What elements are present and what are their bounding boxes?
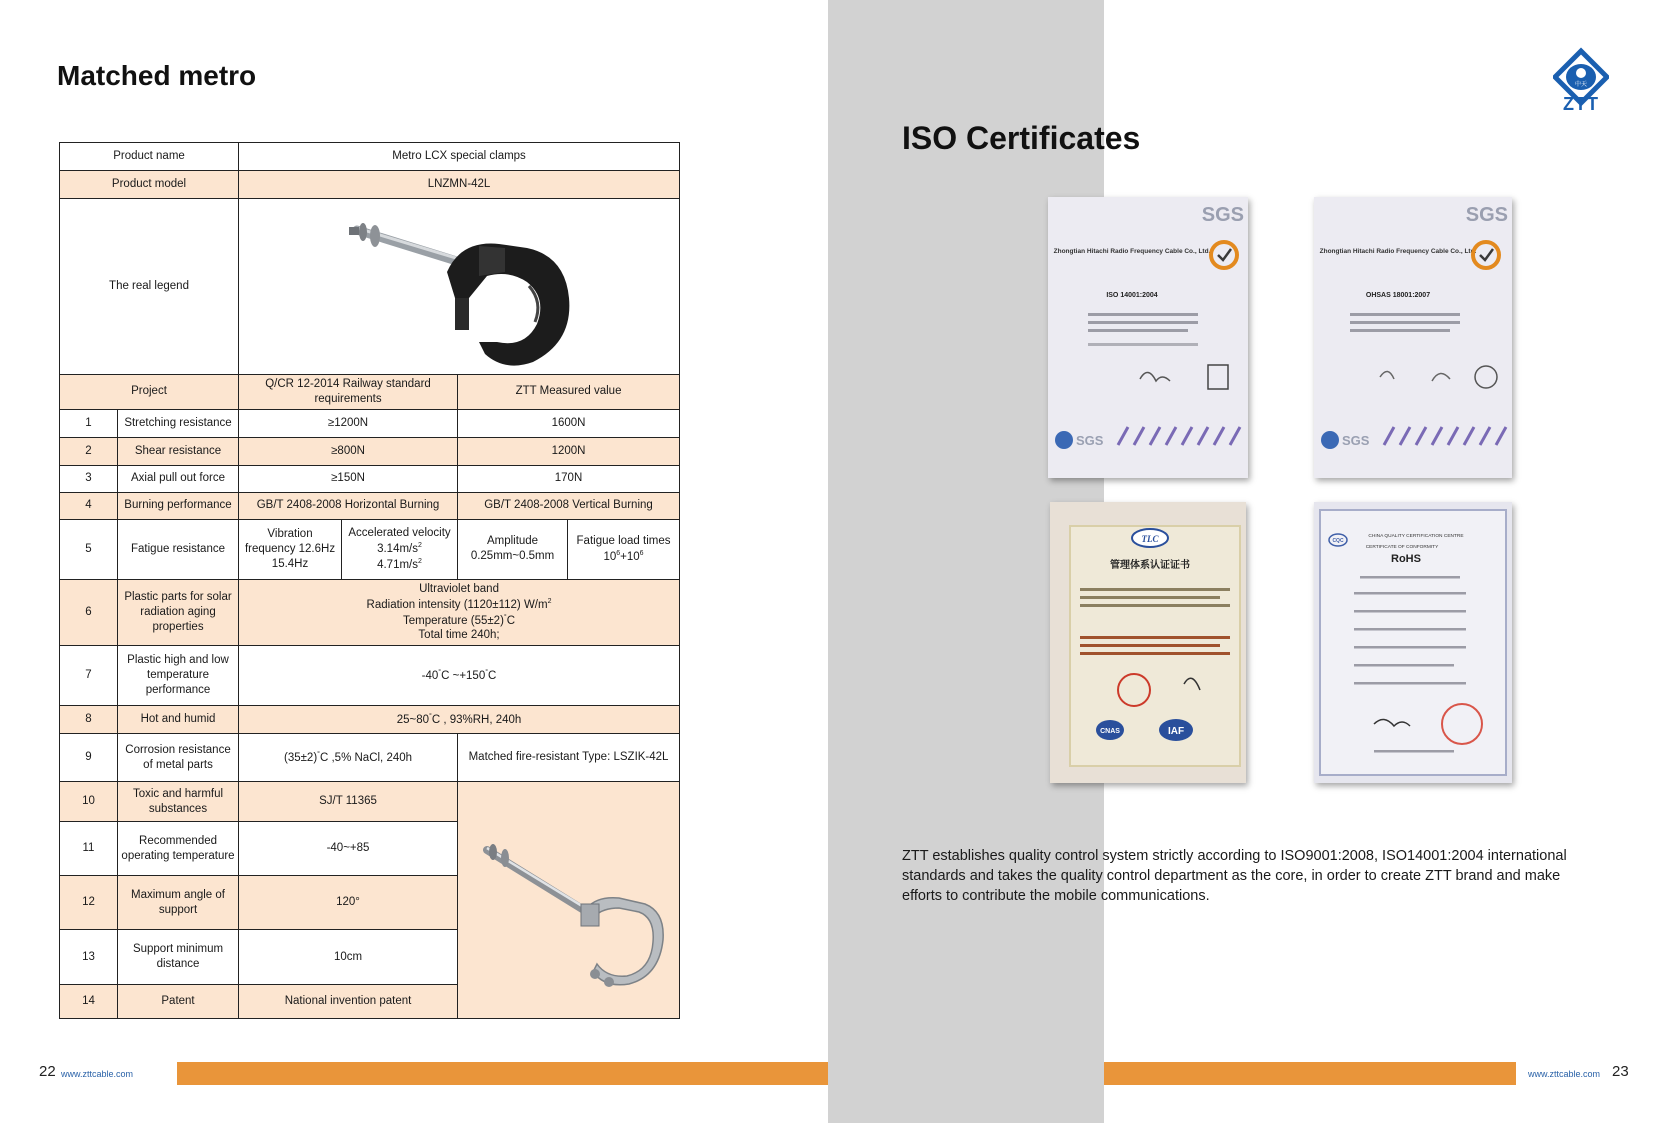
row-measured: 1200N (458, 437, 680, 465)
certificate-artwork (1048, 197, 1248, 478)
row-value: -40~+85 (239, 822, 458, 876)
row-name: Shear resistance (118, 437, 239, 465)
clamp-image-cell (239, 199, 680, 375)
cqc-brand-text: CQC (1332, 538, 1344, 544)
svg-text:SGS: SGS (1342, 433, 1370, 448)
row-name: Fatigue resistance (118, 519, 239, 579)
product-name-label: Product name (60, 143, 239, 171)
certificate-company: Zhongtian Hitachi Radio Frequency Cable Co., Ltd. (1319, 248, 1477, 255)
row-number: 3 (60, 465, 118, 492)
cnas-badge: CNAS (1100, 728, 1120, 735)
certificate-standard: OHSAS 18001:2007 (1365, 292, 1431, 299)
row-name: Maximum angle of support (118, 876, 239, 930)
certificate-iso14001 (1048, 197, 1248, 478)
row-measured: 170N (458, 465, 680, 492)
page-number-right: 23 (1612, 1063, 1629, 1080)
certificate-company: Zhongtian Hitachi Radio Frequency Cable Co., Ltd. (1053, 248, 1211, 255)
row-number: 10 (60, 782, 118, 822)
row-number: 6 (60, 579, 118, 645)
footer-url-right: www.zttcable.com (1528, 1069, 1601, 1079)
row-name: Stretching resistance (118, 409, 239, 437)
spec-table (59, 142, 680, 1019)
row-number: 12 (60, 876, 118, 930)
accelerated-velocity: Accelerated velocity $3.14m/s^2$ $4.71m/s^2$ (342, 519, 458, 579)
row-measured: GB/T 2408-2008 Vertical Burning (458, 492, 680, 519)
row-number: 4 (60, 492, 118, 519)
row-number: 7 (60, 646, 118, 706)
product-name-value: Metro LCX special clamps (239, 143, 680, 171)
row-name: Hot and humid (118, 706, 239, 734)
footer-bar-left (177, 1062, 828, 1085)
fire-resistant-clamp-image (469, 800, 669, 1000)
row-number: 11 (60, 822, 118, 876)
row-number: 1 (60, 409, 118, 437)
certificate-artwork (1050, 502, 1246, 783)
iaf-badge: IAF (1167, 726, 1185, 737)
row-number: 9 (60, 734, 118, 782)
page-title-left: Matched metro (57, 60, 257, 91)
page-title-right: ISO Certificates (902, 120, 1141, 156)
row-number: 2 (60, 437, 118, 465)
row-value: 10cm (239, 930, 458, 985)
row-name: Burning performance (118, 492, 239, 519)
temperature-range: -40°C ~+150°C (239, 646, 680, 706)
row-name: Toxic and harmful substances (118, 782, 239, 822)
matched-fire-resistant-type: Matched fire-resistant Type: LSZIK-42L (458, 734, 680, 782)
corrosion-value: (35±2)°C ,5% NaCl, 240h (239, 734, 458, 782)
row-value: National invention patent (239, 985, 458, 1019)
row-name: Patent (118, 985, 239, 1019)
real-legend-label: The real legend (60, 199, 239, 375)
row-value: 120° (239, 876, 458, 930)
sgs-brand-text: SGS (1465, 204, 1508, 226)
product-model-label: Product model (60, 171, 239, 199)
product-model-value: LNZMN-42L (239, 171, 680, 199)
steel-clamp-band (581, 898, 663, 987)
row-number: 13 (60, 930, 118, 985)
certificate-standard: ISO 14001:2004 (1106, 292, 1158, 299)
row-name: Plastic high and low temperature performance (118, 646, 239, 706)
logo-wordmark: ZTT (1563, 94, 1599, 114)
certificate-artwork (1314, 197, 1512, 478)
row-standard: ≥800N (239, 437, 458, 465)
row-standard: ≥150N (239, 465, 458, 492)
row-number: 8 (60, 706, 118, 734)
fatigue-load-times: Fatigue load times $10^6+10^6$ (568, 519, 680, 579)
row-standard: GB/T 2408-2008 Horizontal Burning (239, 492, 458, 519)
footer-url-left: www.zttcable.com (61, 1069, 134, 1079)
logo-chinese-text: 中天 (1574, 81, 1588, 88)
tlc-brand-text: TLC (1141, 534, 1159, 544)
certificate-management-system (1050, 502, 1246, 783)
certificate-ohsas18001 (1314, 197, 1512, 478)
row-number: 14 (60, 985, 118, 1019)
quality-control-paragraph: ZTT establishes quality control system strictly according to ISO9001:2008, ISO14001:2004 international standards and takes the quality control department as the core, in order to create ZTT brand and make efforts to contribute the mobile communications. (902, 848, 1567, 904)
sgs-brand-text: SGS (1201, 204, 1244, 226)
row-number: 5 (60, 519, 118, 579)
row-measured: 1600N (458, 409, 680, 437)
row-value: SJ/T 11365 (239, 782, 458, 822)
certificate-cn-title: 管理体系认证证书 (1110, 560, 1190, 571)
hot-humid-value: 25~80°C , 93%RH, 240h (239, 706, 680, 734)
solar-aging-conditions: Ultraviolet band Radiation intensity (1120±112) $W/m^2$ Temperature (55±2)°C Total time 240h; (239, 579, 680, 645)
certificate-rohs (1314, 502, 1512, 783)
cqc-org-name: CHINA QUALITY CERTIFICATION CENTRE (1368, 534, 1464, 539)
clamp-body (447, 243, 569, 365)
row-name: Plastic parts for solar radiation aging properties (118, 579, 239, 645)
rohs-title: RoHS (1391, 553, 1421, 565)
standard-requirements-header: Q/CR 12-2014 Railway standard requirements (239, 375, 458, 410)
footer-bar-right (1104, 1062, 1516, 1085)
certificate-subtitle: CERTIFICATE OF CONFORMITY (1365, 545, 1439, 550)
fire-resistant-clamp-image-cell (458, 782, 680, 1019)
vibration-frequency: Vibration frequency 12.6Hz 15.4Hz (239, 519, 342, 579)
steel-bolt (487, 844, 587, 912)
row-name: Axial pull out force (118, 465, 239, 492)
svg-text:SGS: SGS (1076, 433, 1104, 448)
clamp-product-image (329, 202, 589, 372)
row-name: Recommended operating temperature (118, 822, 239, 876)
certificate-artwork (1314, 502, 1512, 783)
amplitude: Amplitude 0.25mm~0.5mm (458, 519, 568, 579)
row-name: Support minimum distance (118, 930, 239, 985)
measured-value-header: ZTT Measured value (458, 375, 680, 410)
project-label: Project (60, 375, 239, 410)
row-standard: ≥1200N (239, 409, 458, 437)
page-number-left: 22 (39, 1063, 56, 1080)
row-name: Corrosion resistance of metal parts (118, 734, 239, 782)
